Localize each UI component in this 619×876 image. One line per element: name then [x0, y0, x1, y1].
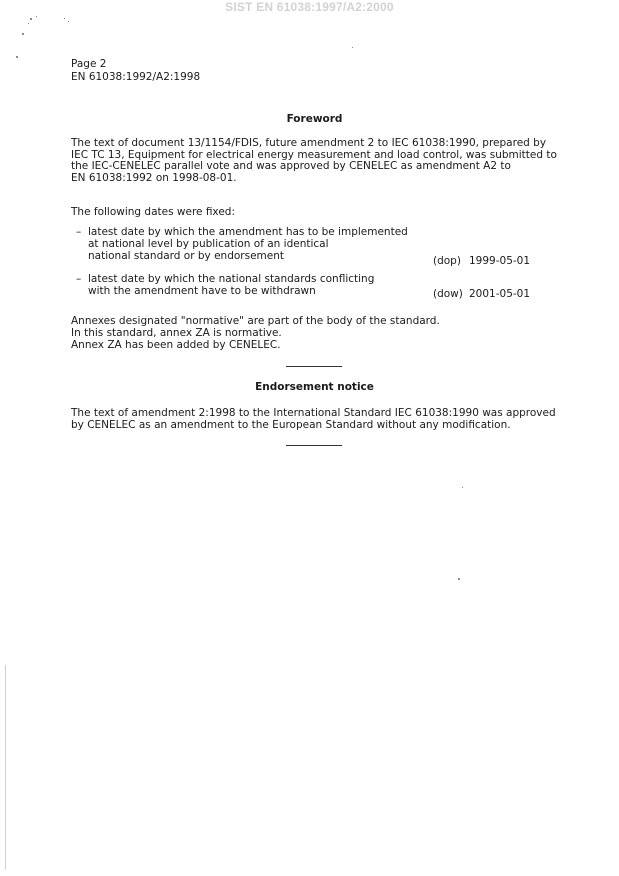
scan-speck: [28, 23, 29, 24]
scan-speck: [462, 487, 463, 488]
page-header: [71, 58, 200, 84]
date-value: 1999-05-01: [469, 255, 531, 267]
scan-speck: [68, 21, 69, 22]
date-code: (dow): [433, 288, 463, 300]
scan-margin-line: [5, 665, 6, 870]
document-id: EN 61038:1992/A2:1998: [71, 71, 201, 83]
annex-line: Annex ZA has been added by CENELEC.: [71, 339, 281, 351]
foreword-line: EN 61038:1992 on 1998-08-01.: [71, 171, 237, 184]
dash-marker: –: [76, 273, 82, 285]
endorsement-title: Endorsement notice: [255, 381, 374, 393]
scan-speck: [30, 18, 32, 20]
date-item-text: [88, 274, 374, 298]
date-item-line: latest date by which the national standards conflicting: [88, 273, 375, 285]
date-item-text: [88, 227, 408, 262]
foreword-line: the IEC-CENELEC parallel vote and was approved by CENELEC as amendment A2 to: [71, 160, 511, 173]
scan-speck: [16, 56, 18, 58]
annex-line: Annexes designated "normative" are part of the body of the standard.: [71, 315, 440, 327]
dates-intro: The following dates were fixed:: [71, 206, 235, 218]
scan-speck: [458, 578, 460, 580]
scan-speck: [64, 18, 65, 19]
annex-line: In this standard, annex ZA is normative.: [71, 327, 282, 339]
foreword-line: IEC TC 13, Equipment for electrical energy measurement and load control, was submitted to: [71, 148, 557, 161]
endorsement-line: The text of amendment 2:1998 to the International Standard IEC 61038:1990 was approved: [71, 407, 556, 419]
date-code: (dop): [433, 255, 461, 267]
foreword-line: The text of document 13/1154/FDIS, future amendment 2 to IEC 61038:1990, prepared by: [71, 137, 547, 149]
section-divider: [286, 366, 342, 367]
date-value: 2001-05-01: [469, 288, 531, 300]
watermark: SIST EN 61038:1997/A2:2000: [225, 0, 394, 14]
page-number: Page 2: [71, 58, 107, 70]
dash-marker: –: [76, 226, 82, 238]
date-item-line: latest date by which the amendment has to be implemented: [88, 226, 408, 238]
endorsement-paragraph: [71, 408, 559, 431]
scan-speck: [36, 16, 37, 17]
annex-notes: [71, 315, 440, 351]
foreword-title: Foreword: [286, 113, 343, 125]
endorsement-line: by CENELEC as an amendment to the European Standard without any modification.: [71, 418, 511, 431]
date-item-line: national standard or by endorsement: [88, 249, 285, 262]
scan-speck: [352, 47, 353, 48]
end-divider: [286, 445, 342, 446]
scan-speck: [22, 33, 24, 35]
date-item-line: with the amendment have to be withdrawn: [88, 284, 316, 297]
foreword-paragraph: [71, 138, 559, 184]
date-item-line: at national level by publication of an identical: [88, 237, 329, 250]
